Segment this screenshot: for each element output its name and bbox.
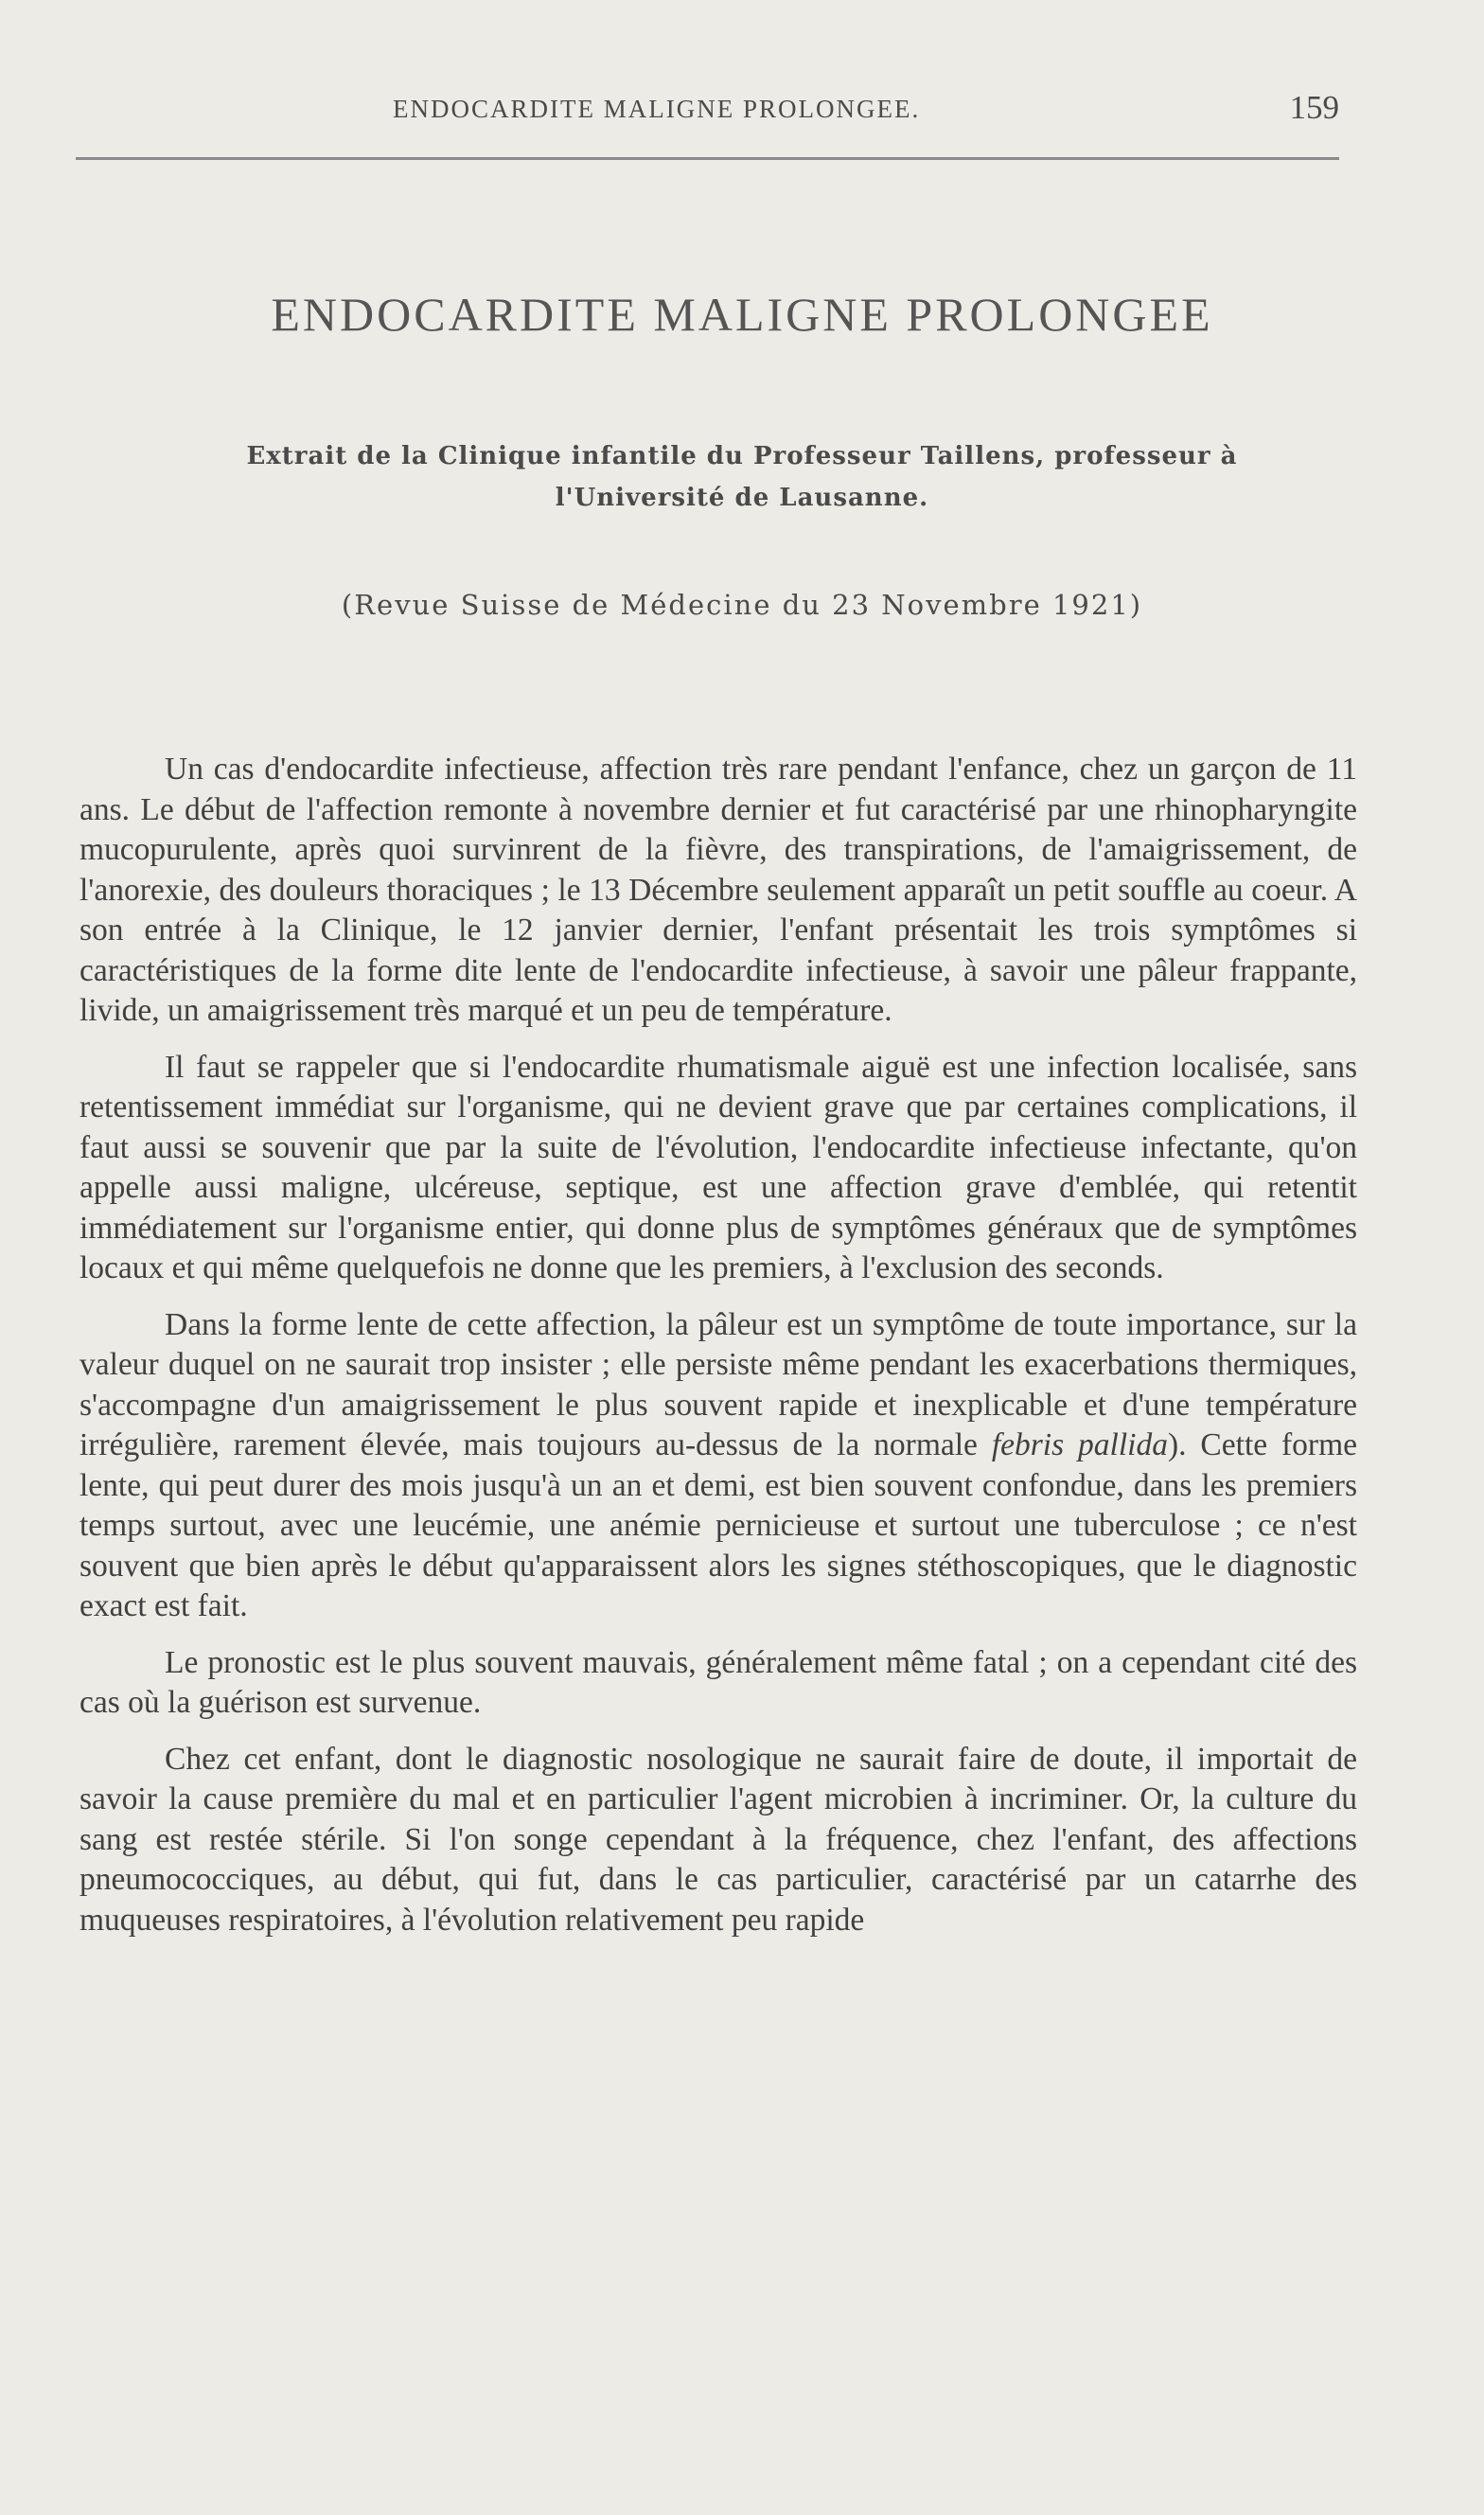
running-title: ENDOCARDITE MALIGNE PROLONGEE.: [393, 95, 921, 123]
paragraph-3: [80, 1305, 1357, 1627]
paragraph-4: Le pronostic est le plus souvent mauvais, généralement même fatal ; on a cependant cité des cas où la guérison est survenue.: [80, 1644, 1357, 1720]
article-title: ENDOCARDITE MALIGNE PROLONGEE: [271, 288, 1213, 341]
paragraph-3-text-before: Dans la forme lente de cette affection, la pâleur est un symptôme de toute importance, sur la valeur duquel on ne saurait trop insister ; elle persiste même pendant les exacerbations thermiques, s'accompagne d'un amaigrissement le plus souvent rapide et inexplicable et d'une température irrégulière, rarement élevée, mais toujours au-dessus de la normale: [80, 1306, 1357, 1462]
page-number: 159: [1289, 89, 1339, 126]
header-rule: [76, 157, 1339, 160]
paragraph-1: Un cas d'endocardite infectieuse, affection très rare pendant l'enfance, chez un garçon de 11 ans. Le début de l'affection remonte à novembre dernier et fut caractérisé par une rhinopharyngite mucopurulente, après quoi survinrent de la fièvre, des transpirations, de l'amaigrissement, de l'anorexie, des douleurs thoraciques ; le 13 Décembre seulement apparaît un petit souffle au coeur. A son entrée à la Clinique, le 12 janvier dernier, l'enfant présentait les trois symptômes si caractéristiques de la forme dite lente de l'endocardite infectieuse, à savoir une pâleur frappante, livide, un amaigrissement très marqué et un peu de température.: [80, 752, 1357, 1028]
extract-line-2: l'Université de Lausanne.: [555, 484, 929, 512]
article-body: [80, 750, 1357, 1957]
article-extract-note: [161, 435, 1323, 519]
paragraph-5: Chez cet enfant, dont le diagnostic nosologique ne saurait faire de doute, il importait de savoir la cause première du mal et en particulier l'agent microbien à incriminer. Or, la culture du sang est restée stérile. Si l'on songe cependant à la fréquence, chez l'enfant, des affections pneumococciques, au début, qui fut, dans le cas particulier, caractérisé par un catarrhe des muqueuses respiratoires, à l'évolution relativement peu rapide: [80, 1741, 1357, 1938]
extract-line-1: Extrait de la Clinique infantile du Professeur Taillens, professeur à: [246, 442, 1238, 470]
article-source: (Revue Suisse de Médecine du 23 Novembre 1921): [341, 589, 1143, 621]
paragraph-2: Il faut se rappeler que si l'endocardite rhumatismale aiguë est une infection localisée, sans retentissement immédiat sur l'organisme, qui ne devient grave que par certaines complications, il faut aussi se souvenir que par la suite de l'évolution, l'endocardite infectieuse infectante, qu'on appelle aussi maligne, ulcéreuse, septique, est une affection grave d'emblée, qui retentit immédiatement sur l'organisme entier, qui donne plus de symptômes généraux que de symptômes locaux et qui même quelquefois ne donne que les premiers, à l'exclusion des seconds.: [80, 1049, 1357, 1285]
paragraph-3-italic-term: febris pallida: [991, 1427, 1168, 1462]
paragraph-3-text-after: ). Cette forme lente, qui peut durer des mois jusqu'à un an et demi, est bien souvent confondue, dans les premiers temps surtout, avec une leucémie, une anémie pernicieuse et surtout une tuberculose ; ce n'est souvent que bien après le début qu'apparaissent alors les signes stéthoscopiques, que le diagnostic exact est fait.: [80, 1427, 1358, 1623]
running-header: [76, 89, 1339, 138]
